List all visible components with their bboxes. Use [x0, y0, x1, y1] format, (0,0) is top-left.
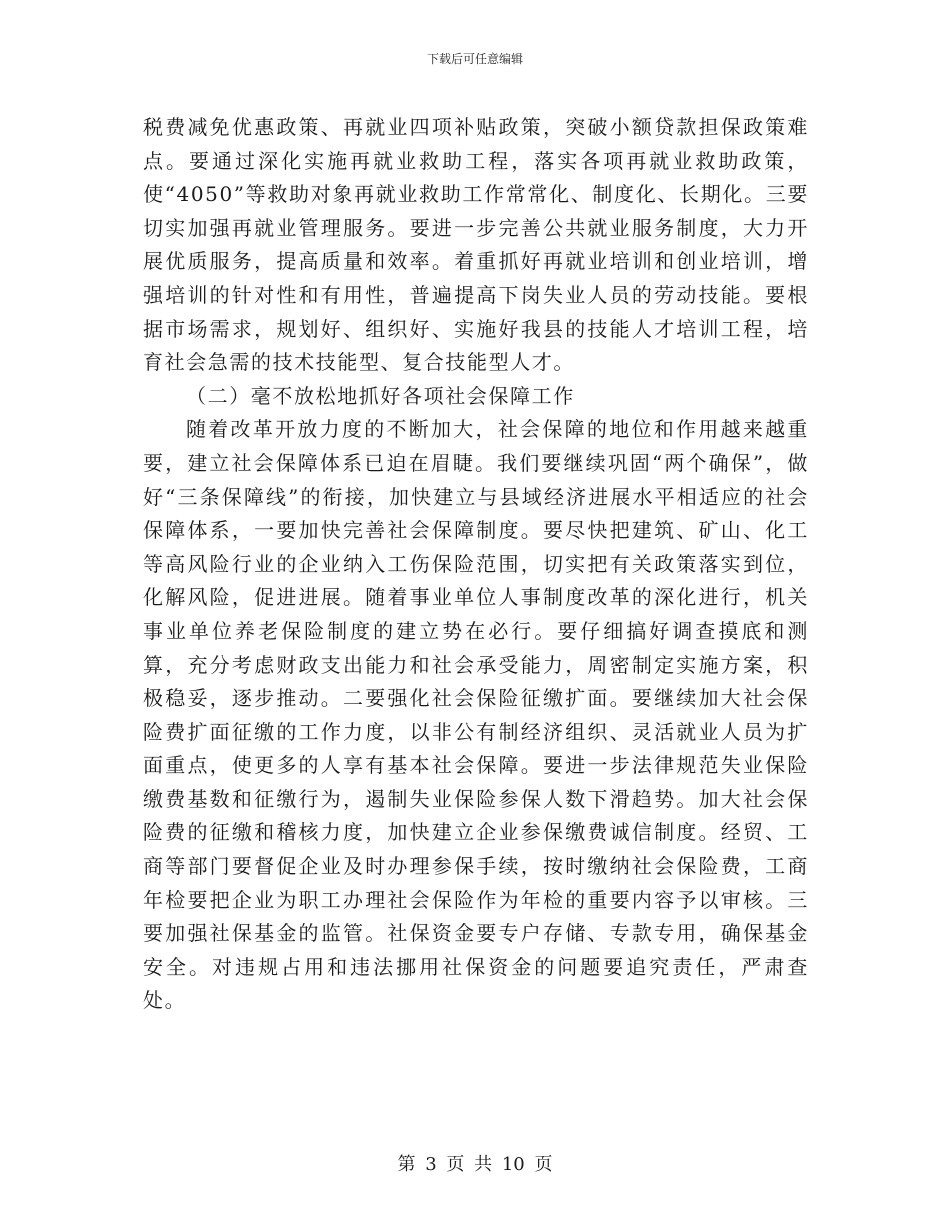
page-header: 下载后可任意编辑 [426, 52, 523, 66]
document-body [143, 111, 809, 1018]
body-paragraph: 随着改革开放力度的不断加大，社会保障的地位和作用越来越重要，建立社会保障体系已迫在眉睫。我们要继续巩固“两个确保”，做好“三条保障线”的衔接，加快建立与县域经济进展水平相适应的社会保障体系，一要加快完善社会保障制度。要尽快把建筑、矿山、化工等高风险行业的企业纳入工伤保险范围，切实把有关政策落实到位，化解风险，促进进展。随着事业单位人事制度改革的深化进行，机关事业单位养老保险制度的建立势在必行。要仔细搞好调查摸底和测算，充分考虑财政支出能力和社会承受能力，周密制定实施方案，积极稳妥，逐步推动。二要强化社会保险征缴扩面。要继续加大社会保险费扩面征缴的工作力度，以非公有制经济组织、灵活就业人员为扩面重点，使更多的人享有基本社会保障。要进一步法律规范失业保险缴费基数和征缴行为，遏制失业保险参保人数下滑趋势。加大社会保险费的征缴和稽核力度，加快建立企业参保缴费诚信制度。经贸、工商等部门要督促企业及时办理参保手续，按时缴纳社会保险费，工商年检要把企业为职工办理社会保险作为年检的重要内容予以审核。三要加强社保基金的监管。社保资金要专户存储、专款专用，确保基金安全。对违规占用和违法挪用社保资金的问题要追究责任，严肃查处。 [143, 417, 809, 1013]
section-heading: （二）毫不放松地抓好各项社会保障工作 [186, 383, 575, 408]
body-paragraph: 税费减免优惠政策、再就业四项补贴政策，突破小额贷款担保政策难点。要通过深化实施再就业救助工程，落实各项再就业救助政策，使“4050”等救助对象再就业救助工作常常化、制度化、长期化。三要切实加强再就业管理服务。要进一步完善公共就业服务制度，大力开展优质服务，提高质量和效率。着重抓好再就业培训和创业培训，增强培训的针对性和有用性，普遍提高下岗失业人员的劳动技能。要根据市场需求，规划好、组织好、实施好我县的技能人才培训工程，培育社会急需的技术技能型、复合技能型人才。 [143, 115, 809, 375]
page-number-footer: 第 3 页 共 10 页 [397, 1154, 553, 1175]
